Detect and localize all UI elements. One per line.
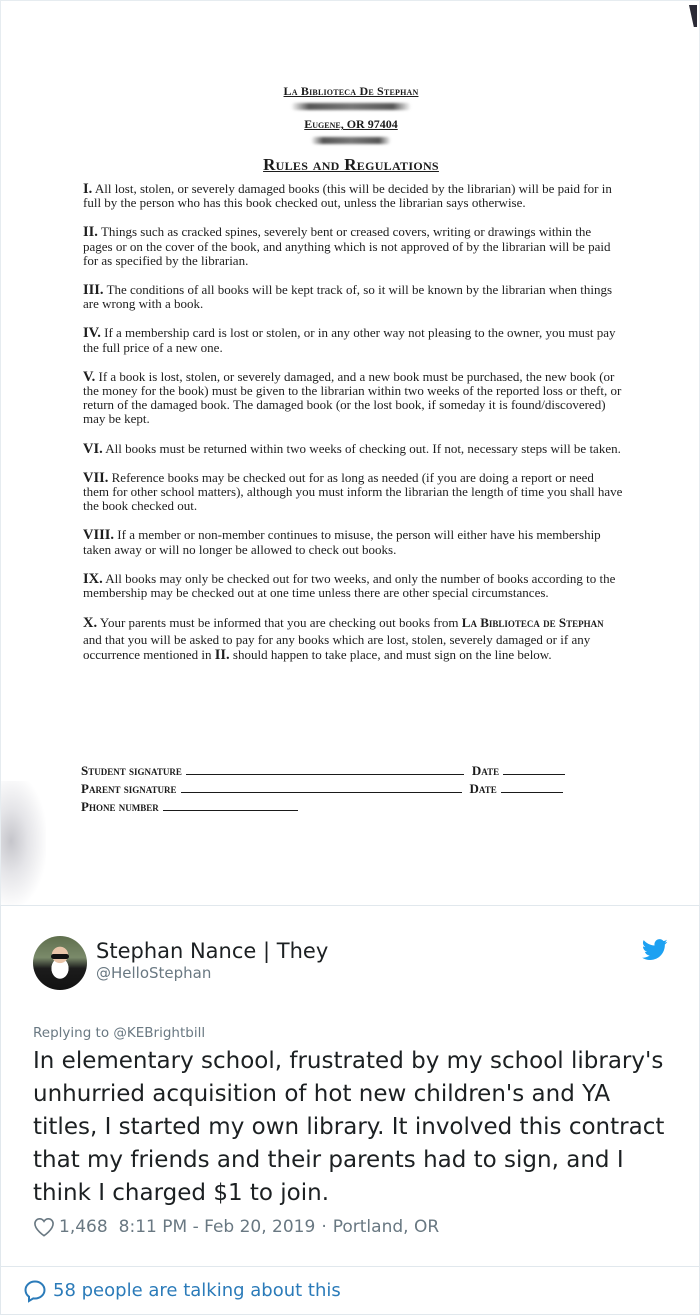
replying-to-link[interactable]: Replying to @KEBrightbill [33,1025,206,1041]
parent-signature-row: Parent signature Date [81,780,626,798]
phone-number-line [163,799,298,811]
document-title: Rules and Regulations [263,155,439,174]
rule-8: VIII. If a member or non-member continues to misuse, the person will either have his membership taken away or will no longer be allowed to check out books. [83,527,601,557]
heart-icon[interactable] [33,1217,55,1237]
scan-corner-artifact [689,5,697,27]
signature-block [81,762,626,816]
student-date-line [503,763,565,775]
rule-2: II. Things such as cracked spines, severely bent or creased covers, writing or drawings within the pages or on the cover of the book, and anything which is not approved of by the librarian will be paid for as specified by the librarian. [83,224,611,268]
rule-3: III. The conditions of all books will be kept track of, so it will be known by the librarian when things are wrong with a book. [83,282,613,312]
rule-4: IV. If a membership card is lost or stolen, or in any other way not pleasing to the owner, you must pay the full price of a new one. [83,325,616,355]
rule-7: VII. Reference books may be checked out for as long as needed (if you are doing a report or need them for other school matters), although you must inform the librarian the length of time you shall have the book checked out. [83,469,623,514]
student-signature-row: Student signature Date [81,762,626,780]
library-name: La Biblioteca De Stephan [283,84,419,98]
rule-10: X. Your parents must be informed that you are checking out books from La Biblioteca de Stephan and that you will be asked to pay for any books which are lost, stolen, severely damaged or if any occurrence mentioned in II. should happen to take place, and must sign on the line below. [83,615,604,664]
parent-signature-line [181,781,462,793]
timestamp[interactable]: 8:11 PM - Feb 20, 2019 [118,1217,316,1237]
author-name[interactable]: Stephan Nance | They [96,939,329,963]
author-handle[interactable]: @HelloStephan [96,964,212,982]
tweet-text: In elementary school, frustrated by my school library's unhurried acquisition of hot new children's and YA titles, I started my own library. It involved this contract that my friends and their parents had to sign, and I think I charged $1 to join. [33,1048,665,1206]
rule-5: V. If a book is lost, stolen, or severely damaged, and a new book must be purchased, the new book (or the money for the book) must be given to the librarian within two weeks of the reported loss or theft, or return of the damaged book. The damaged book (or the lost book, if someday it is found/discovered) may be kept. [83,368,622,427]
redacted-address [291,103,411,110]
student-signature-line [186,763,464,775]
tweet-card [0,905,700,1315]
speech-bubble-icon [23,1279,47,1303]
location[interactable]: Portland, OR [332,1217,440,1237]
document-header [1,83,700,176]
rule-1: I. All lost, stolen, or severely damaged books (this will be decided by the librarian) will be paid for in full by the person who has this book checked out, unless the librarian says otherwise. [83,181,612,211]
meta-separator: · [321,1217,327,1237]
scan-shadow-artifact [1,781,46,905]
parent-date-line [501,781,563,793]
rules-list [83,182,623,679]
twitter-bird-icon[interactable] [642,939,668,961]
rule-9: IX. All books may only be checked out for two weeks, and only the number of books according to the membership may be checked out at one time unless there are other special circumstances. [83,570,616,601]
phone-number-row: Phone number [81,798,626,816]
redacted-phone [311,137,391,144]
library-city: Eugene, OR 97404 [304,117,398,131]
avatar[interactable] [33,936,87,990]
conversation-link[interactable] [1,1266,699,1314]
rule-6: VI. All books must be returned within two weeks of checking out. If not, necessary steps will be taken. [83,440,621,457]
tweet-meta [33,1216,439,1238]
like-count[interactable]: 1,468 [59,1217,108,1237]
talking-count-text: 58 people are talking about this [53,1280,341,1301]
